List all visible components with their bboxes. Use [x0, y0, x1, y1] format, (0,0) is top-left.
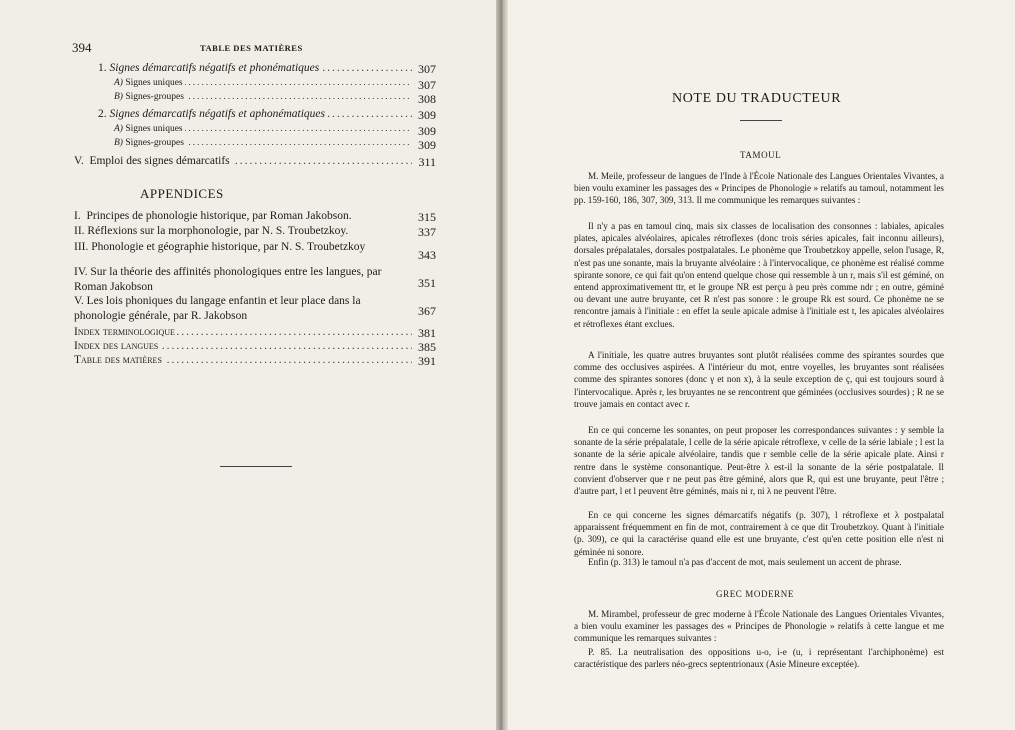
- paragraph: A l'initiale, les quatre autres bruyantes sont plutôt réalisées comme des spirantes sourdes que comme des occlusives aspirées. A l'intérieur du mot, entre voyelles, les bruyantes sont réalisées comme des spirantes sonores (donc γ et non x), à la seule exception de ç, qui est toujours sourd à l'intervocalique. Après r, les bruyantes ne se rencontrent que géminées (occlusives sourdes) ; R ne se trouve jamais en contact avec r.: [574, 350, 944, 409]
- toc-entry-page: 307: [418, 62, 436, 76]
- page-number: 394: [72, 40, 92, 55]
- toc-entry: ..... 2. Signes démarcatifs négatifs et aphonématiques 309: [98, 108, 436, 124]
- appendix-label: Sur la théorie des affinités phonologiques entre les langues, par Roman Jakobson: [74, 266, 382, 293]
- toc-entry-label: Signes uniques: [125, 124, 183, 134]
- toc-entry-label: Signes démarcatifs négatifs et phonématiques: [109, 62, 320, 74]
- index-label: Table des matières: [74, 354, 162, 366]
- appendix-entry: II. Réflexions sur la morphonologie, par N. S. Troubetzkoy. 337: [74, 225, 436, 239]
- toc-entry-label: Signes-groupes: [125, 92, 184, 102]
- index-page: 385: [418, 340, 436, 354]
- appendix-label: Réflexions sur la morphonologie, par N. S. Troubetzkoy.: [87, 225, 349, 237]
- paragraph: En ce qui concerne les signes démarcatifs négatifs (p. 307), l rétroflexe et λ postpalatal apparaissent fréquemment en fin de mot, contrairement à ce que dit Troubetzkoy. Quant à l'initiale (p. 309), ce qui la caractérise quand elle est une bruyante, c'est qu'en cette position elle n'est ni géminée ni sonore.: [574, 510, 944, 557]
- paragraph: Enfin (p. 313) le tamoul n'a pas d'accent de mot, mais seulement un accent de phrase.: [588, 557, 902, 567]
- toc-entry: ..... V. Emploi des signes démarcatifs 311: [74, 155, 436, 171]
- end-rule: [220, 466, 292, 467]
- appendix-entry: I. Principes de phonologie historique, par Roman Jakobson. 315: [74, 210, 436, 224]
- toc-entry-page: 311: [418, 155, 436, 169]
- appendix-label: Les lois phoniques du langage enfantin et leur place dans la phonologie générale, par R. Jakobson: [74, 295, 361, 322]
- toc-entry-page: 309: [418, 138, 436, 152]
- index-page: 391: [418, 354, 436, 368]
- toc-entry-page: 307: [418, 78, 436, 92]
- paragraph: P. 85. La neutralisation des oppositions u-o, i-e (u, i représentant l'archiphonème) est caractéristique des parlers néo-grecs septentrionaux (Asie Mineure exceptée).: [574, 647, 944, 670]
- toc-entry-label: Signes uniques: [125, 78, 183, 88]
- toc-entry: ..... B) Signes-groupes 308: [74, 92, 436, 108]
- appendices-heading: APPENDICES: [140, 186, 224, 201]
- appendix-entry: IV. Sur la théorie des affinités phonologiques entre les langues, par Roman Jakobson 351: [74, 266, 436, 293]
- note-title: NOTE DU TRADUCTEUR: [672, 91, 842, 106]
- toc-entry: ..... A) Signes uniques 307: [74, 78, 436, 94]
- appendix-label: Phonologie et géographie historique, par N. S. Troubetzkoy: [91, 241, 366, 253]
- toc-entry-page: 308: [418, 92, 436, 106]
- appendix-page: 315: [418, 210, 436, 224]
- paragraph: En ce qui concerne les sonantes, on peut proposer les correspondances suivantes : y semble la sonante de la série prépalatale, l celle de la série apicale rétroflexe, v celle de la série labiale ; l est la sonante de la série apicale alvéolaire, tandis que r semble celle de la série apicale plate. Ainsi r rentre dans le système consonantique. Peut-être λ est-il la sonante de la série postpalatale. Il convient d'observer que r ne peut pas être géminé, alors que R, qui est une bruyante, peut l'être ; d'autre part, l et l peuvent être géminés, mais ni r, ni λ ne peuvent l'être.: [574, 425, 944, 497]
- title-rule: [740, 120, 782, 121]
- appendix-page: 343: [418, 248, 436, 262]
- index-label: Index terminologique: [74, 326, 175, 338]
- index-label: Index des langues: [74, 340, 159, 352]
- appendix-entry: III. Phonologie et géographie historique, par N. S. Troubetzkoy 343: [74, 241, 436, 262]
- appendix-entry: V. Les lois phoniques du langage enfantin et leur place dans la phonologie générale, par R. Jakobson 367: [74, 295, 436, 322]
- toc-entry: ..... 1. Signes démarcatifs négatifs et phonématiques 307: [98, 62, 436, 78]
- appendix-page: 337: [418, 225, 436, 239]
- appendix-label: Principes de phonologie historique, par Roman Jakobson.: [86, 210, 352, 222]
- toc-entry-label: Emploi des signes démarcatifs: [89, 155, 230, 167]
- toc-entry: ..... B) Signes-groupes 309: [74, 138, 436, 154]
- toc-entry-label: Signes démarcatifs négatifs et aphonématiques: [109, 108, 325, 120]
- book-gutter: [496, 0, 508, 730]
- running-title: TABLE DES MATIÈRES: [200, 43, 303, 53]
- paragraph: Il n'y a pas en tamoul cinq, mais six classes de localisation des consonnes : labiales, apicales plates, apicales alvéolaires, apicales rétroflexes (donc trois séries apicales, fait inconnu ailleurs), dorsales prépalatales, dorsales postpalatales. Le phonème que Troubetzkoy appelle, selon l'usage, R, n'est pas une sonante, mais la bruyante alvéolaire : à l'intervocalique, ce phonème est réalisé comme spirante sonore, ce qui fait qu'on entend quelque chose qui ressemble à un r, mais s'il est géminé, on entend approximativement ttr, et le groupe NR est perçu à peu près comme ndr ; en outre, géminé ou devant une autre bruyante, cet R n'est pas sonore : le groupe Rk est sourd. Ce phonème ne se rencontre jamais à l'initiale : en effet la seule apicale admise à l'initiale est t, les apicales alvéolaires et rétroflexes étant exclues.: [574, 221, 944, 329]
- section-heading-grec-moderne: GREC MODERNE: [716, 589, 794, 599]
- toc-entry-page: 309: [418, 124, 436, 138]
- toc-entry: ..... A) Signes uniques 309: [74, 124, 436, 140]
- toc-entry-page: 309: [418, 108, 436, 122]
- section-heading-tamoul: TAMOUL: [740, 150, 782, 160]
- appendix-page: 351: [418, 276, 436, 290]
- toc-entry-label: Signes-groupes: [125, 138, 184, 148]
- appendix-page: 367: [418, 304, 436, 318]
- paragraph: M. Mirambel, professeur de grec moderne à l'École Nationale des Langues Orientales Vivantes, a bien voulu examiner les passages des « Principes de Phonologie » relatifs à cette langue et me communique les remarques suivantes :: [574, 609, 944, 644]
- index-entry: [74, 354, 436, 370]
- index-page: 381: [418, 326, 436, 340]
- paragraph: M. Meile, professeur de langues de l'Inde à l'École Nationale des Langues Orientales Vivantes, a bien voulu examiner les passages des « Principes de Phonologie » relatifs au tamoul, notamment les pp. 159-160, 186, 307, 309, 313. Il me communique les remarques suivantes :: [574, 171, 944, 206]
